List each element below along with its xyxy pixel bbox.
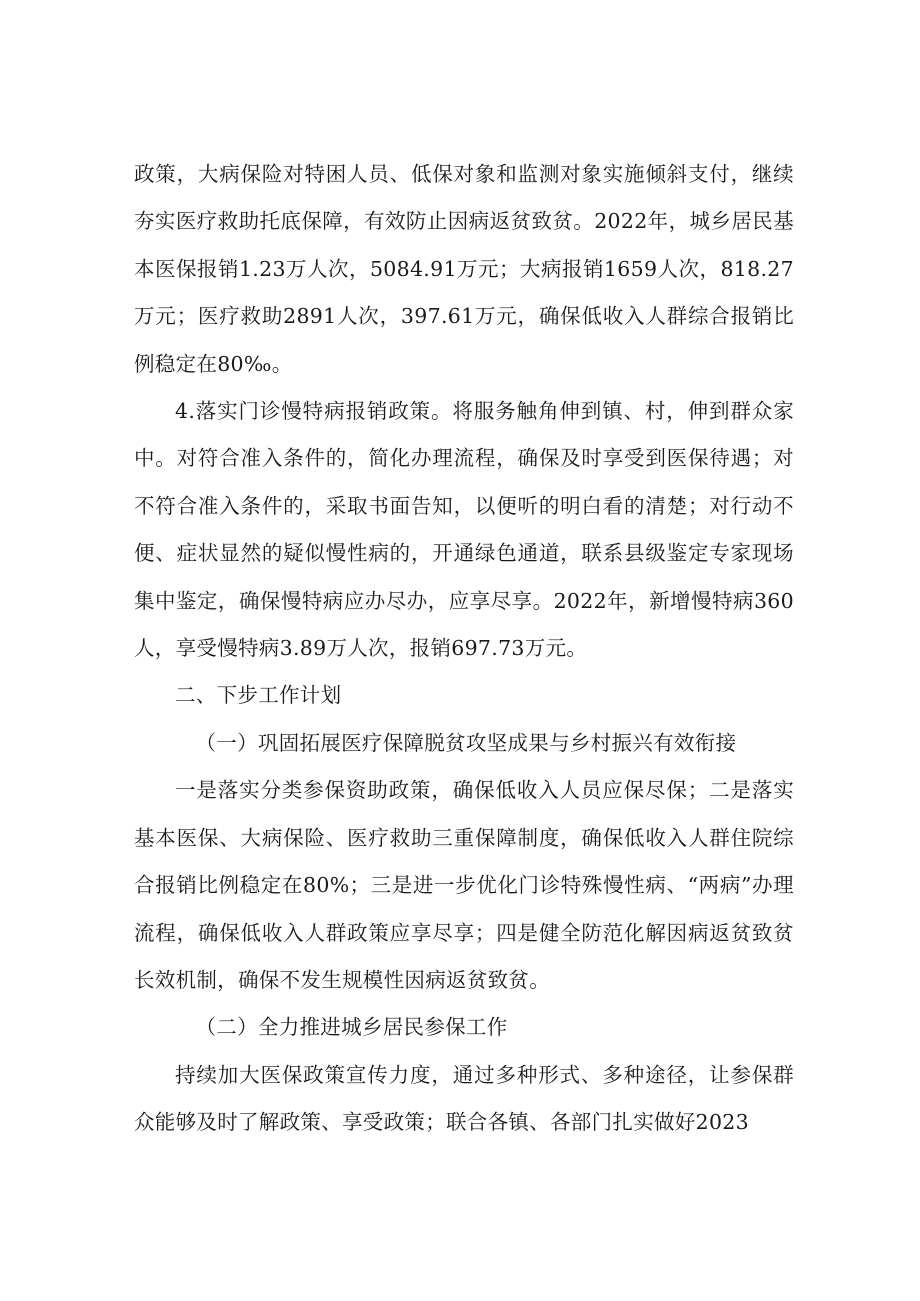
document-body	[134, 151, 794, 1147]
paragraph-enrollment: 持续加大医保政策宣传力度，通过多种形式、多种途径，让参保群众能够及时了解政策、享受政策；联合各镇、各部门扎实做好2023	[134, 1062, 794, 1135]
section-heading-next-steps: 二、下步工作计划	[175, 683, 342, 708]
subsection-heading-2: （二）全力推进城乡居民参保工作	[195, 1015, 508, 1040]
paragraph-continuation: 政策，大病保险对特困人员、低保对象和监测对象实施倾斜支付，继续夯实医疗救助托底保障，有效防止因病返贫致贫。2022年，城乡居民基本医保报销1.23万人次，5084.91万元；大病报销1659人次，818.27万元；医疗救助2891人次，397.61万元，确保低收入人群综合报销比例稳定在80‰。	[134, 162, 794, 376]
paragraph-item-4: 4.落实门诊慢特病报销政策。将服务触角伸到镇、村，伸到群众家中。对符合准入条件的，简化办理流程，确保及时享受到医保待遇；对不符合准入条件的，采取书面告知，以便听的明白看的清楚；对行动不便、症状显然的疑似慢性病的，开通绿色通道，联系县级鉴定专家现场集中鉴定，确保慢特病应办尽办，应享尽享。2022年，新增慢特病360人，享受慢特病3.89万人次，报销697.73万元。	[134, 399, 794, 661]
paragraph-measures: 一是落实分类参保资助政策，确保低收入人员应保尽保；二是落实基本医保、大病保险、医疗救助三重保障制度，确保低收入人群住院综合报销比例稳定在80%；三是进一步优化门诊特殊慢性病、“两病”办理流程，确保低收入人群政策应享尽享；四是健全防范化解因病返贫致贫长效机制，确保不发生规模性因病返贫致贫。	[134, 778, 794, 992]
subsection-heading-1: （一）巩固拓展医疗保障脱贫攻坚成果与乡村振兴有效衔接	[195, 730, 737, 755]
